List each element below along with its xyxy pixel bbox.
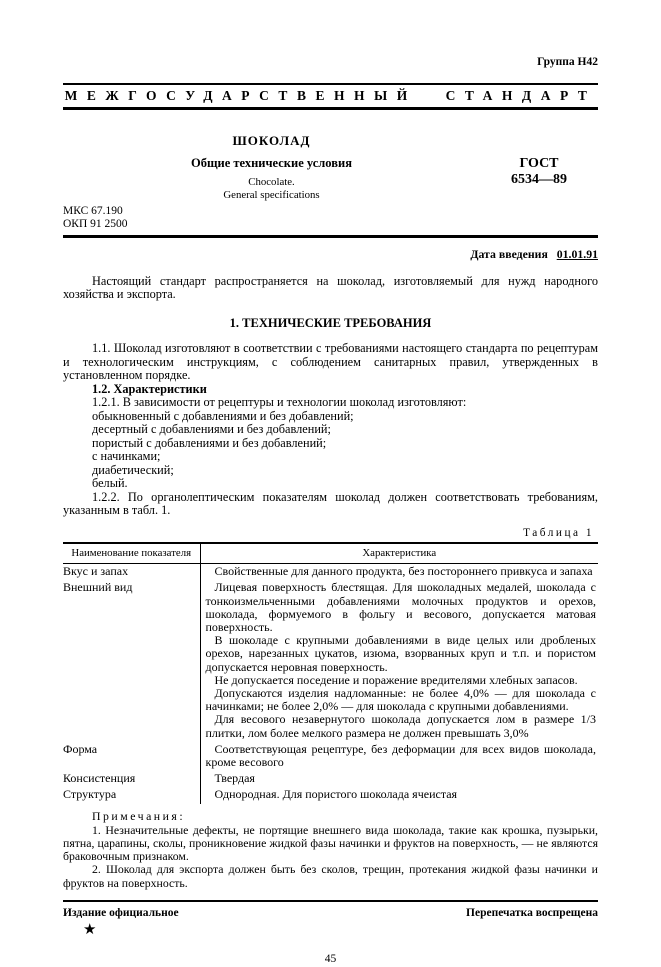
table-1-caption: Таблица 1	[523, 526, 594, 539]
reprint-prohibited-label: Перепечатка воспрещена	[466, 906, 598, 919]
row-characteristic	[200, 771, 598, 787]
row-name: Структура	[63, 787, 117, 802]
clause-1-2-2: 1.2.2. По органолептическим показателям шоколад должен соответствовать требованиям, указанным в табл. 1.	[63, 489, 598, 517]
title-block	[63, 134, 598, 201]
effective-date	[63, 248, 598, 262]
row-characteristic	[200, 564, 598, 581]
characteristic-paragraph: Однородная. Для пористого шоколада ячеистая	[214, 787, 458, 802]
table-col1-header: Наименование показателя	[63, 543, 200, 564]
row-name: Форма	[63, 741, 98, 756]
row-characteristic	[200, 742, 598, 771]
chocolate-type-list-item: пористый с добавлениями и без добавлений;	[92, 435, 327, 450]
clause-1-1: 1.1. Шоколад изготовляют в соответствии с требованиями настоящего стандарта по рецептурам и технологическим инструкциям, с соблюдением санитарных правил, утвержденных в установленном порядке.	[63, 341, 598, 382]
note-item: 1. Незначительные дефекты, не портящие внешнего вида шоколада, такие как крошка, пузырьки, пятна, царапины, сколы, проникновение жидкой фазы начинки и фруктов на поверхность, — не являются браковочным признаком.	[63, 822, 598, 864]
characteristic-paragraph: Для весового незавернутого шоколада допускается лом в размере 1/3 плитки, лом более мелкого размера не должен превышать 3,0%	[205, 712, 596, 740]
table-row	[63, 742, 598, 771]
header-divider	[63, 235, 598, 238]
table-row	[63, 580, 598, 741]
chocolate-type-list-item: с начинками;	[92, 449, 161, 463]
mks-code: МКС 67.190	[63, 205, 123, 217]
characteristic-paragraph: Соответствующая рецептуре, без деформации для всех видов шоколада, кроме весового	[205, 741, 596, 770]
okp-code: ОКП 91 2500	[63, 217, 128, 230]
document-subtitle: Общие технические условия	[191, 155, 352, 170]
title-english: Chocolate.	[248, 176, 295, 188]
row-name: Консистенция	[63, 771, 136, 786]
table-1	[63, 542, 598, 804]
section-1-heading: 1. ТЕХНИЧЕСКИЕ ТРЕБОВАНИЯ	[229, 315, 432, 330]
chocolate-type-list-item: обыкновенный с добавлениями и без добавлений;	[92, 408, 354, 423]
note-item: 2. Шоколад для экспорта должен быть без сколов, трещин, протекания жидкой фазы начинки и фруктов на поверхность.	[63, 862, 598, 890]
characteristic-paragraph: В шоколаде с крупными добавлениями в виде целых или дробленых орехов, нарезанных цукатов, изюма, взорванных круп и т.п. и пористом допускается неровная поверхность.	[205, 633, 596, 674]
characteristic-paragraph: Твердая	[214, 771, 255, 786]
notes-label: Примечания:	[92, 808, 186, 823]
table-header-row	[63, 543, 598, 564]
chocolate-type-list-item: белый.	[92, 476, 128, 490]
table-col2-header: Характеристика	[200, 543, 598, 564]
date-label: Дата введения	[470, 247, 548, 261]
characteristic-paragraph: Свойственные для данного продукта, без постороннего привкуса и запаха	[214, 564, 593, 579]
chocolate-type-list-item: десертный с добавлениями и без добавлений;	[92, 422, 331, 436]
official-edition-label: Издание официальное	[63, 906, 179, 919]
notes-block	[63, 810, 598, 890]
subtitle-english: General specifications	[223, 188, 320, 201]
clause-1-2-1: 1.2.1. В зависимости от рецептуры и технологии шоколад изготовляют:	[92, 395, 467, 409]
characteristic-paragraph: Не допускается поседение и поражение вредителями хлебных запасов.	[214, 672, 578, 687]
characteristic-paragraph: Допускаются изделия надломанные: не более 4,0% — для шоколада с начинками; не более 2,0% — для шоколада с крупными добавлениями.	[205, 686, 596, 714]
row-characteristic	[200, 580, 598, 741]
row-name: Внешний вид	[63, 580, 133, 595]
star-icon: ★	[83, 922, 97, 939]
gost-number: 6534—89	[511, 172, 567, 187]
chocolate-type-list-item: диабетический;	[92, 462, 174, 477]
group-label: Группа Н42	[537, 56, 598, 68]
footer-divider	[63, 900, 598, 902]
table-row	[63, 787, 598, 803]
gost-code	[480, 134, 598, 201]
characteristic-paragraph: Лицевая поверхность блестящая. Для шоколадных медалей, шоколада с тонкоизмельченными добавлениями молочных продуктов и орехов, шоколада, формуемого в фольгу и весового, допускается матовая поверхность.	[205, 580, 596, 635]
table-row	[63, 771, 598, 787]
table-row	[63, 564, 598, 581]
row-name: Вкус и запах	[63, 564, 129, 579]
intro-paragraph: Настоящий стандарт распространяется на шоколад, изготовляемый для нужд народного хозяйства и экспорта.	[63, 273, 598, 301]
row-characteristic	[200, 787, 598, 803]
gost-label: ГОСТ	[519, 156, 559, 171]
standard-type-banner: МЕЖГОСУДАРСТВЕННЫЙ СТАНДАРТ	[63, 83, 598, 111]
date-value: 01.01.91	[556, 247, 598, 261]
clause-1-2: 1.2. Характеристики	[92, 381, 207, 396]
document-title: ШОКОЛАД	[232, 133, 311, 148]
page-number: 45	[324, 953, 337, 966]
footer-row	[63, 907, 598, 921]
